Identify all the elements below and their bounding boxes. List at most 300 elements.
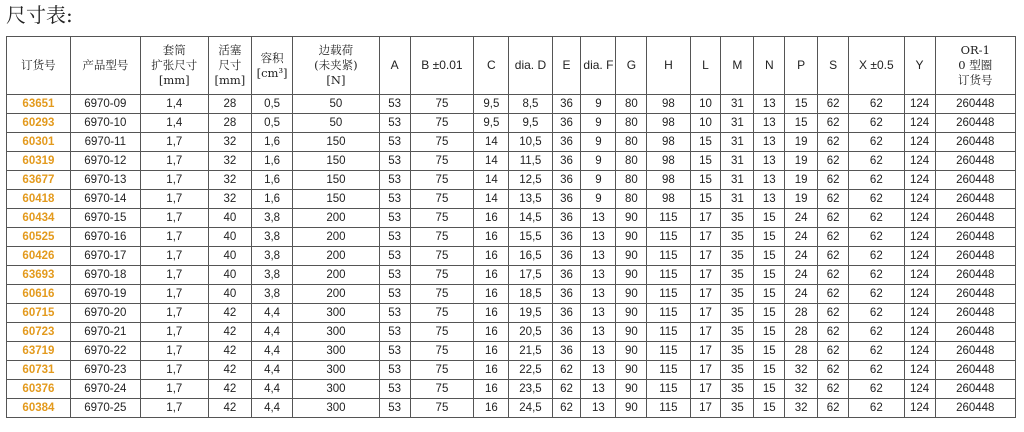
table-cell: 16 <box>474 228 509 247</box>
table-cell: 9 <box>581 171 616 190</box>
table-cell: 15,5 <box>509 228 552 247</box>
table-cell: 16 <box>474 399 509 418</box>
table-cell: 53 <box>379 247 410 266</box>
table-cell: 3,8 <box>252 266 293 285</box>
table-cell: 15 <box>690 152 721 171</box>
table-cell: 3,8 <box>252 247 293 266</box>
table-cell: 19 <box>785 152 818 171</box>
table-cell: 40 <box>208 247 251 266</box>
table-cell: 53 <box>379 399 410 418</box>
table-cell: 17 <box>690 304 721 323</box>
table-cell: 4,4 <box>252 323 293 342</box>
table-cell: 62 <box>849 380 905 399</box>
table-cell: 32 <box>208 171 251 190</box>
column-header: H <box>647 37 690 95</box>
table-cell: 31 <box>721 114 754 133</box>
table-cell: 115 <box>647 342 690 361</box>
table-cell: 16 <box>474 323 509 342</box>
table-cell: 42 <box>208 342 251 361</box>
table-cell: 90 <box>616 361 647 380</box>
table-cell: 62 <box>849 95 905 114</box>
table-cell: 98 <box>647 171 690 190</box>
table-cell: 200 <box>293 209 379 228</box>
order-number-cell: 63651 <box>7 95 71 114</box>
table-cell: 75 <box>410 323 474 342</box>
table-cell: 42 <box>208 361 251 380</box>
table-cell: 13 <box>581 323 616 342</box>
table-cell: 53 <box>379 323 410 342</box>
table-cell: 36 <box>552 95 581 114</box>
table-cell: 53 <box>379 209 410 228</box>
table-row <box>7 247 1016 266</box>
table-cell: 75 <box>410 285 474 304</box>
table-row <box>7 323 1016 342</box>
table-cell: 6970-15 <box>70 209 140 228</box>
table-cell: 75 <box>410 304 474 323</box>
table-cell: 16 <box>474 209 509 228</box>
table-cell: 17 <box>690 342 721 361</box>
table-cell: 124 <box>904 285 935 304</box>
table-cell: 35 <box>721 399 754 418</box>
table-cell: 40 <box>208 285 251 304</box>
table-cell: 9 <box>581 95 616 114</box>
order-number-cell: 63677 <box>7 171 71 190</box>
table-cell: 9,5 <box>474 95 509 114</box>
table-cell: 1,6 <box>252 190 293 209</box>
table-cell: 36 <box>552 247 581 266</box>
table-cell: 115 <box>647 380 690 399</box>
table-cell: 6970-25 <box>70 399 140 418</box>
table-cell: 75 <box>410 114 474 133</box>
table-cell: 13 <box>581 285 616 304</box>
table-cell: 16 <box>474 285 509 304</box>
table-cell: 17 <box>690 209 721 228</box>
table-cell: 1,7 <box>140 399 208 418</box>
column-header: P <box>785 37 818 95</box>
table-cell: 35 <box>721 247 754 266</box>
table-cell: 75 <box>410 399 474 418</box>
table-cell: 115 <box>647 228 690 247</box>
table-row <box>7 361 1016 380</box>
table-cell: 90 <box>616 266 647 285</box>
table-cell: 31 <box>721 152 754 171</box>
table-cell: 80 <box>616 95 647 114</box>
table-cell: 98 <box>647 152 690 171</box>
table-cell: 62 <box>849 114 905 133</box>
table-cell: 1,7 <box>140 171 208 190</box>
table-cell: 14 <box>474 133 509 152</box>
table-cell: 21,5 <box>509 342 552 361</box>
table-cell: 17,5 <box>509 266 552 285</box>
table-cell: 15 <box>754 247 785 266</box>
table-cell: 80 <box>616 152 647 171</box>
table-cell: 42 <box>208 380 251 399</box>
table-cell: 1,7 <box>140 304 208 323</box>
column-header: C <box>474 37 509 95</box>
column-header: 产品型号 <box>70 37 140 95</box>
table-cell: 17 <box>690 380 721 399</box>
table-cell: 115 <box>647 304 690 323</box>
table-cell: 150 <box>293 171 379 190</box>
table-cell: 1,7 <box>140 323 208 342</box>
table-cell: 115 <box>647 209 690 228</box>
table-cell: 11,5 <box>509 152 552 171</box>
table-row <box>7 342 1016 361</box>
table-cell: 62 <box>818 114 849 133</box>
table-cell: 13 <box>754 171 785 190</box>
table-cell: 62 <box>818 342 849 361</box>
table-cell: 300 <box>293 342 379 361</box>
table-cell: 260448 <box>935 285 1016 304</box>
table-row <box>7 190 1016 209</box>
table-cell: 16 <box>474 342 509 361</box>
table-cell: 62 <box>818 285 849 304</box>
table-cell: 62 <box>552 361 581 380</box>
table-cell: 62 <box>849 285 905 304</box>
table-cell: 35 <box>721 342 754 361</box>
table-cell: 62 <box>818 399 849 418</box>
table-cell: 28 <box>208 114 251 133</box>
table-cell: 16 <box>474 266 509 285</box>
table-cell: 16 <box>474 361 509 380</box>
table-cell: 36 <box>552 342 581 361</box>
table-cell: 53 <box>379 133 410 152</box>
table-cell: 300 <box>293 323 379 342</box>
table-cell: 260448 <box>935 399 1016 418</box>
header-row <box>7 37 1016 95</box>
table-cell: 15 <box>754 266 785 285</box>
table-cell: 62 <box>818 247 849 266</box>
table-cell: 24 <box>785 266 818 285</box>
table-cell: 6970-10 <box>70 114 140 133</box>
table-row <box>7 285 1016 304</box>
table-cell: 36 <box>552 323 581 342</box>
table-cell: 1,7 <box>140 247 208 266</box>
table-cell: 53 <box>379 228 410 247</box>
table-cell: 98 <box>647 114 690 133</box>
table-cell: 36 <box>552 171 581 190</box>
table-body <box>7 95 1016 418</box>
table-cell: 124 <box>904 228 935 247</box>
order-number-cell: 60301 <box>7 133 71 152</box>
table-cell: 17 <box>690 323 721 342</box>
table-cell: 90 <box>616 380 647 399</box>
table-cell: 80 <box>616 171 647 190</box>
table-cell: 90 <box>616 228 647 247</box>
table-cell: 6970-11 <box>70 133 140 152</box>
table-cell: 124 <box>904 380 935 399</box>
table-cell: 15 <box>690 133 721 152</box>
table-cell: 35 <box>721 209 754 228</box>
table-cell: 10 <box>690 114 721 133</box>
table-cell: 260448 <box>935 323 1016 342</box>
table-cell: 19,5 <box>509 304 552 323</box>
table-cell: 75 <box>410 228 474 247</box>
table-cell: 75 <box>410 266 474 285</box>
table-cell: 32 <box>208 190 251 209</box>
column-header: B ±0.01 <box>410 37 474 95</box>
table-cell: 6970-09 <box>70 95 140 114</box>
table-cell: 13 <box>581 266 616 285</box>
table-cell: 1,6 <box>252 133 293 152</box>
table-cell: 80 <box>616 114 647 133</box>
table-cell: 42 <box>208 323 251 342</box>
order-number-cell: 60434 <box>7 209 71 228</box>
table-cell: 4,4 <box>252 380 293 399</box>
table-row <box>7 114 1016 133</box>
table-row <box>7 380 1016 399</box>
table-cell: 260448 <box>935 228 1016 247</box>
table-cell: 9 <box>581 152 616 171</box>
table-cell: 13 <box>754 114 785 133</box>
table-cell: 9 <box>581 190 616 209</box>
table-cell: 24 <box>785 228 818 247</box>
table-cell: 98 <box>647 190 690 209</box>
table-cell: 260448 <box>935 380 1016 399</box>
table-cell: 62 <box>818 133 849 152</box>
table-cell: 36 <box>552 209 581 228</box>
column-header: G <box>616 37 647 95</box>
table-cell: 124 <box>904 133 935 152</box>
table-cell: 1,4 <box>140 95 208 114</box>
table-cell: 80 <box>616 133 647 152</box>
order-number-cell: 63693 <box>7 266 71 285</box>
page-title: 尺寸表: <box>6 3 73 27</box>
table-cell: 15 <box>785 114 818 133</box>
table-cell: 124 <box>904 171 935 190</box>
table-cell: 260448 <box>935 247 1016 266</box>
column-header: M <box>721 37 754 95</box>
column-header: dia. F <box>581 37 616 95</box>
table-cell: 15 <box>754 323 785 342</box>
table-cell: 0,5 <box>252 114 293 133</box>
table-cell: 200 <box>293 247 379 266</box>
table-cell: 124 <box>904 209 935 228</box>
table-cell: 115 <box>647 285 690 304</box>
table-cell: 6970-16 <box>70 228 140 247</box>
table-cell: 62 <box>818 266 849 285</box>
table-cell: 13 <box>754 133 785 152</box>
table-cell: 8,5 <box>509 95 552 114</box>
table-cell: 6970-19 <box>70 285 140 304</box>
table-cell: 6970-21 <box>70 323 140 342</box>
table-cell: 16,5 <box>509 247 552 266</box>
table-cell: 3,8 <box>252 209 293 228</box>
table-cell: 36 <box>552 266 581 285</box>
table-cell: 90 <box>616 209 647 228</box>
table-cell: 62 <box>849 152 905 171</box>
table-cell: 15 <box>754 361 785 380</box>
table-cell: 13 <box>581 399 616 418</box>
table-cell: 1,7 <box>140 209 208 228</box>
table-cell: 50 <box>293 114 379 133</box>
column-header: 边载荷 (未夹紧) [N] <box>293 37 379 95</box>
table-cell: 1,7 <box>140 285 208 304</box>
table-cell: 35 <box>721 228 754 247</box>
table-cell: 24 <box>785 247 818 266</box>
table-cell: 62 <box>849 209 905 228</box>
table-cell: 62 <box>849 399 905 418</box>
order-number-cell: 60525 <box>7 228 71 247</box>
table-cell: 90 <box>616 342 647 361</box>
table-cell: 62 <box>818 190 849 209</box>
table-cell: 17 <box>690 399 721 418</box>
column-header: 容积 [cm³] <box>252 37 293 95</box>
column-header: OR-1 0 型圈 订货号 <box>935 37 1016 95</box>
order-number-cell: 60293 <box>7 114 71 133</box>
table-cell: 115 <box>647 399 690 418</box>
table-cell: 62 <box>818 228 849 247</box>
table-cell: 35 <box>721 266 754 285</box>
table-cell: 260448 <box>935 190 1016 209</box>
dimension-table-container <box>6 36 1016 418</box>
table-cell: 124 <box>904 114 935 133</box>
table-cell: 115 <box>647 323 690 342</box>
table-cell: 75 <box>410 342 474 361</box>
table-cell: 6970-18 <box>70 266 140 285</box>
table-cell: 115 <box>647 247 690 266</box>
table-cell: 13 <box>754 95 785 114</box>
table-cell: 75 <box>410 171 474 190</box>
table-cell: 13 <box>581 304 616 323</box>
table-cell: 53 <box>379 114 410 133</box>
table-cell: 9,5 <box>509 114 552 133</box>
table-cell: 62 <box>849 190 905 209</box>
table-cell: 300 <box>293 304 379 323</box>
table-cell: 35 <box>721 361 754 380</box>
table-cell: 15 <box>754 228 785 247</box>
table-cell: 124 <box>904 304 935 323</box>
table-cell: 1,6 <box>252 171 293 190</box>
table-cell: 62 <box>818 380 849 399</box>
table-cell: 62 <box>818 304 849 323</box>
table-cell: 6970-24 <box>70 380 140 399</box>
table-cell: 90 <box>616 285 647 304</box>
column-header: A <box>379 37 410 95</box>
table-header <box>7 37 1016 95</box>
table-cell: 150 <box>293 152 379 171</box>
table-cell: 28 <box>208 95 251 114</box>
table-cell: 1,6 <box>252 152 293 171</box>
table-cell: 6970-23 <box>70 361 140 380</box>
table-cell: 124 <box>904 342 935 361</box>
table-cell: 42 <box>208 399 251 418</box>
table-cell: 62 <box>818 209 849 228</box>
table-cell: 200 <box>293 228 379 247</box>
table-cell: 62 <box>818 171 849 190</box>
table-cell: 260448 <box>935 266 1016 285</box>
table-cell: 3,8 <box>252 285 293 304</box>
table-cell: 124 <box>904 399 935 418</box>
table-cell: 62 <box>818 95 849 114</box>
table-cell: 20,5 <box>509 323 552 342</box>
table-cell: 24 <box>785 285 818 304</box>
table-cell: 19 <box>785 171 818 190</box>
column-header: 套筒 扩张尺寸 [mm] <box>140 37 208 95</box>
table-cell: 62 <box>849 266 905 285</box>
table-cell: 13 <box>581 209 616 228</box>
table-cell: 75 <box>410 361 474 380</box>
table-cell: 200 <box>293 285 379 304</box>
table-row <box>7 133 1016 152</box>
table-cell: 75 <box>410 95 474 114</box>
table-cell: 62 <box>849 133 905 152</box>
table-cell: 260448 <box>935 209 1016 228</box>
column-header: L <box>690 37 721 95</box>
table-cell: 10,5 <box>509 133 552 152</box>
table-cell: 36 <box>552 114 581 133</box>
table-cell: 115 <box>647 266 690 285</box>
table-cell: 1,7 <box>140 361 208 380</box>
table-cell: 260448 <box>935 171 1016 190</box>
table-cell: 24,5 <box>509 399 552 418</box>
table-cell: 1,7 <box>140 380 208 399</box>
table-cell: 36 <box>552 285 581 304</box>
table-cell: 15 <box>690 190 721 209</box>
column-header: Y <box>904 37 935 95</box>
table-cell: 17 <box>690 266 721 285</box>
table-cell: 124 <box>904 266 935 285</box>
table-cell: 4,4 <box>252 361 293 380</box>
table-cell: 14 <box>474 171 509 190</box>
table-cell: 53 <box>379 285 410 304</box>
table-cell: 35 <box>721 323 754 342</box>
table-cell: 10 <box>690 95 721 114</box>
table-cell: 13,5 <box>509 190 552 209</box>
table-cell: 62 <box>552 399 581 418</box>
table-cell: 15 <box>754 285 785 304</box>
table-cell: 200 <box>293 266 379 285</box>
table-cell: 124 <box>904 361 935 380</box>
table-cell: 31 <box>721 95 754 114</box>
table-cell: 13 <box>581 228 616 247</box>
table-cell: 62 <box>849 323 905 342</box>
table-cell: 40 <box>208 209 251 228</box>
table-cell: 4,4 <box>252 304 293 323</box>
order-number-cell: 60418 <box>7 190 71 209</box>
table-cell: 31 <box>721 171 754 190</box>
table-cell: 12,5 <box>509 171 552 190</box>
table-cell: 13 <box>581 342 616 361</box>
table-cell: 53 <box>379 266 410 285</box>
table-cell: 1,7 <box>140 190 208 209</box>
table-cell: 62 <box>818 323 849 342</box>
table-cell: 6970-12 <box>70 152 140 171</box>
table-cell: 15 <box>754 380 785 399</box>
table-row <box>7 266 1016 285</box>
table-cell: 50 <box>293 95 379 114</box>
table-cell: 9 <box>581 133 616 152</box>
table-cell: 124 <box>904 247 935 266</box>
table-cell: 1,7 <box>140 342 208 361</box>
table-cell: 36 <box>552 228 581 247</box>
table-cell: 32 <box>785 361 818 380</box>
table-cell: 36 <box>552 152 581 171</box>
table-cell: 124 <box>904 323 935 342</box>
table-row <box>7 228 1016 247</box>
table-cell: 75 <box>410 247 474 266</box>
table-cell: 36 <box>552 304 581 323</box>
table-cell: 260448 <box>935 133 1016 152</box>
table-cell: 31 <box>721 133 754 152</box>
column-header: X ±0.5 <box>849 37 905 95</box>
table-cell: 300 <box>293 399 379 418</box>
table-cell: 16 <box>474 304 509 323</box>
table-row <box>7 209 1016 228</box>
table-cell: 6970-17 <box>70 247 140 266</box>
table-cell: 90 <box>616 247 647 266</box>
order-number-cell: 60376 <box>7 380 71 399</box>
